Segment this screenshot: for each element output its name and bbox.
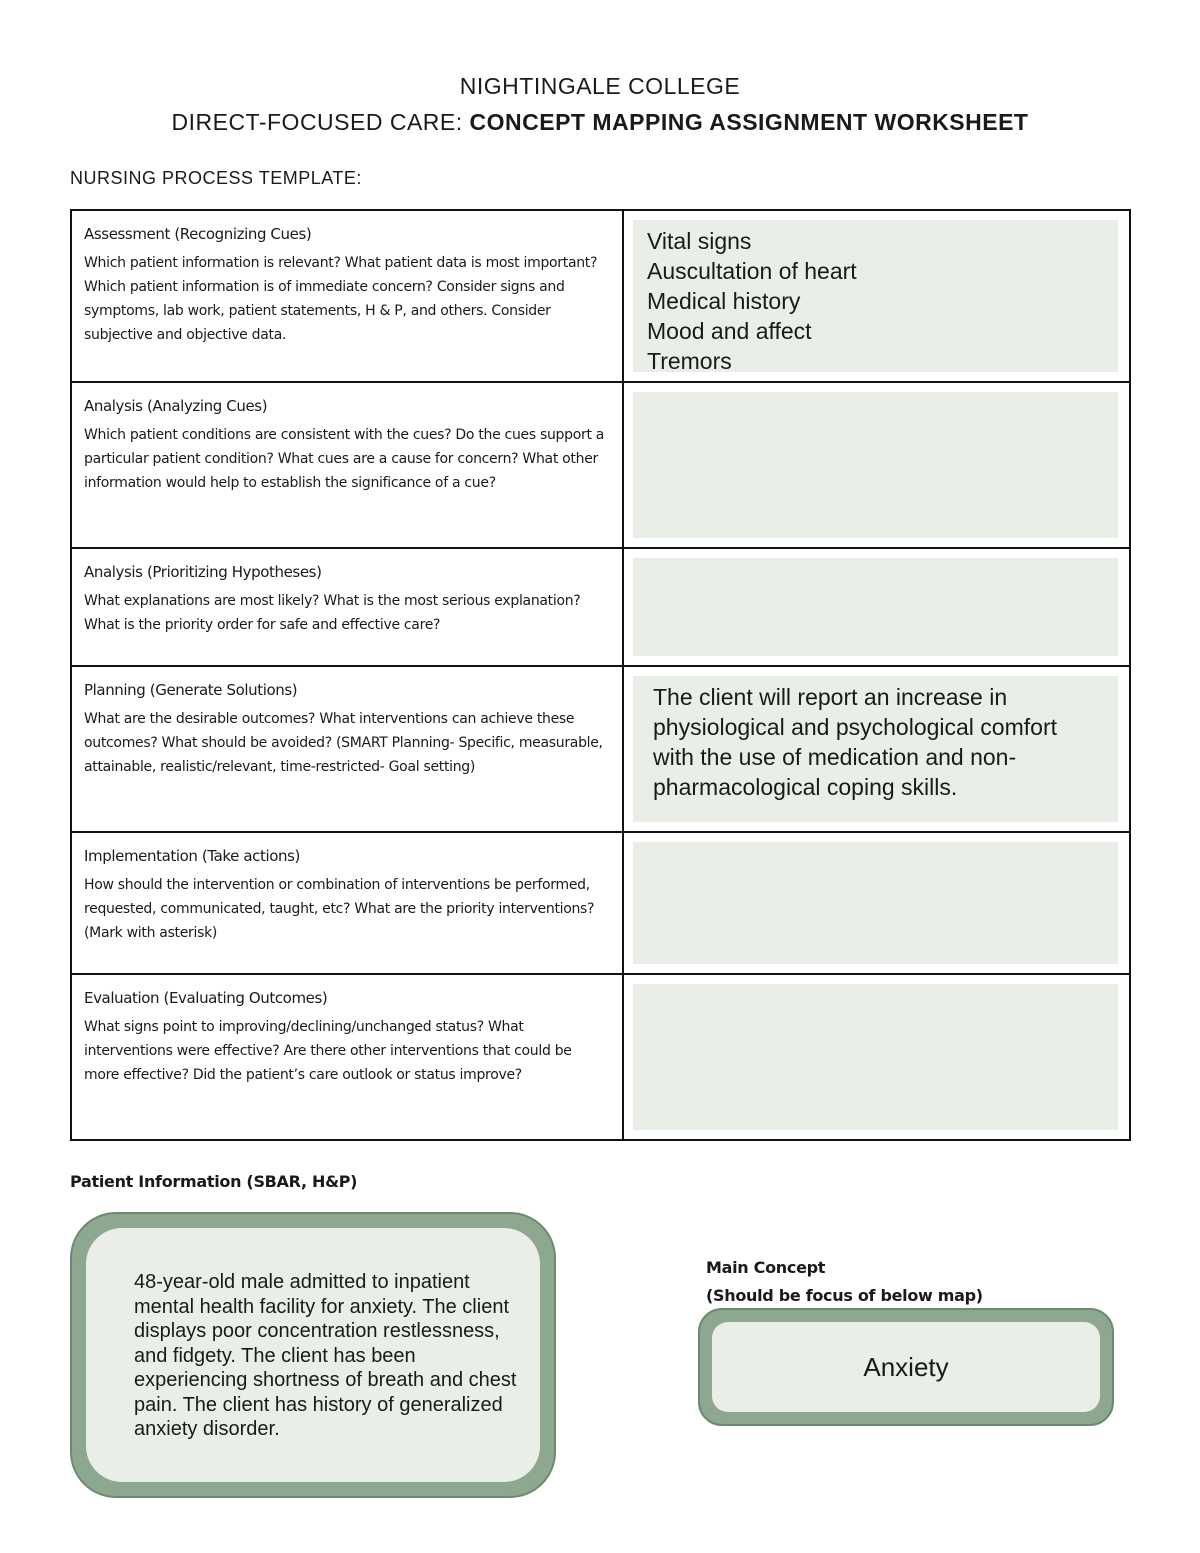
answer-text	[633, 392, 1118, 404]
patient-info-text: 48-year-old male admitted to inpatient mental health facility for anxiety. The client displays poor concentration restlessness, and fidgety. The client has been experiencing shortness of breath and chest pain. The client has history of generalized anxiety disorder.	[134, 1271, 517, 1440]
section-label: NURSING PROCESS TEMPLATE:	[70, 168, 362, 188]
row-question: How should the intervention or combination of interventions be performed, requested, communicated, taught, etc? What are the priority interventions? (Mark with asterisk)	[84, 877, 595, 941]
answer-text	[633, 984, 1118, 996]
answer-text	[633, 842, 1118, 854]
row-question: What are the desirable outcomes? What interventions can achieve these outcomes? What should be avoided? (SMART Planning- Specific, measurable, attainable, realistic/relevant, time-restricted- Goal setting)	[84, 711, 603, 775]
patient-info-field[interactable]	[86, 1228, 540, 1482]
main-concept-title: Main Concept	[706, 1258, 826, 1277]
table-row-evaluation	[71, 974, 1130, 1140]
row-title: Analysis (Analyzing Cues)	[84, 397, 268, 415]
question-cell	[71, 832, 623, 974]
row-title: Analysis (Prioritizing Hypotheses)	[84, 563, 322, 581]
answer-cell	[623, 210, 1130, 382]
answer-field-assessment[interactable]	[633, 220, 1118, 372]
answer-field-prioritizing[interactable]	[633, 558, 1118, 656]
answer-text	[633, 558, 1118, 570]
question-cell	[71, 548, 623, 666]
main-concept-hint: (Should be focus of below map)	[706, 1286, 983, 1305]
row-question: What explanations are most likely? What is the most serious explanation? What is the priority order for safe and effective care?	[84, 593, 581, 633]
question-cell	[71, 382, 623, 548]
table-row-implementation	[71, 832, 1130, 974]
worksheet-title-prefix: DIRECT-FOCUSED CARE:	[171, 109, 463, 135]
answer-line: Vital signs	[647, 228, 752, 254]
row-title: Planning (Generate Solutions)	[84, 681, 298, 699]
answer-text: The client will report an increase in physiological and psychological comfort with the use of medication and non-pharmacological coping skills.	[653, 684, 1057, 800]
answer-field-implementation[interactable]	[633, 842, 1118, 964]
table-row-assessment	[71, 210, 1130, 382]
row-title: Assessment (Recognizing Cues)	[84, 225, 312, 243]
table-row-prioritizing	[71, 548, 1130, 666]
patient-info-label: Patient Information (SBAR, H&P)	[70, 1172, 358, 1191]
row-title: Evaluation (Evaluating Outcomes)	[84, 989, 328, 1007]
patient-info-box	[70, 1212, 556, 1498]
answer-field-evaluation[interactable]	[633, 984, 1118, 1130]
answer-cell	[623, 832, 1130, 974]
question-cell	[71, 974, 623, 1140]
answer-line: Mood and affect	[647, 318, 812, 344]
college-name: NIGHTINGALE COLLEGE	[459, 73, 741, 99]
main-concept-label	[706, 1254, 983, 1310]
answer-field-planning[interactable]	[633, 676, 1118, 822]
table-row-planning	[71, 666, 1130, 832]
question-cell	[71, 666, 623, 832]
worksheet-title-bold: CONCEPT MAPPING ASSIGNMENT WORKSHEET	[469, 109, 1029, 135]
answer-field-analyzing-cues[interactable]	[633, 392, 1118, 538]
answer-cell	[623, 974, 1130, 1140]
row-question: Which patient conditions are consistent with the cues? Do the cues support a particular patient condition? What cues are a cause for concern? What other information would help to establish the significance of a cue?	[84, 427, 605, 491]
answer-cell	[623, 548, 1130, 666]
question-cell	[71, 210, 623, 382]
worksheet-title	[0, 109, 1200, 136]
main-concept-value: Anxiety	[863, 1351, 949, 1382]
answer-cell	[623, 666, 1130, 832]
main-concept-box	[698, 1308, 1114, 1426]
answer-line: Medical history	[647, 288, 801, 314]
row-title: Implementation (Take actions)	[84, 847, 300, 865]
answer-cell	[623, 382, 1130, 548]
main-concept-field[interactable]	[712, 1322, 1100, 1412]
row-question: Which patient information is relevant? What patient data is most important? Which patient information is of immediate concern? Consider signs and symptoms, lab work, patient statements, H & P, and others. Consider subjective and objective data.	[84, 255, 598, 343]
nursing-process-table	[70, 209, 1131, 1141]
answer-line: Auscultation of heart	[647, 258, 857, 284]
table-row-analyzing-cues	[71, 382, 1130, 548]
row-question: What signs point to improving/declining/unchanged status? What interventions were effective? Are there other interventions that could be more effective? Did the patient’s care outlook or status improve?	[84, 1019, 572, 1083]
answer-line: Tremors	[647, 348, 732, 374]
